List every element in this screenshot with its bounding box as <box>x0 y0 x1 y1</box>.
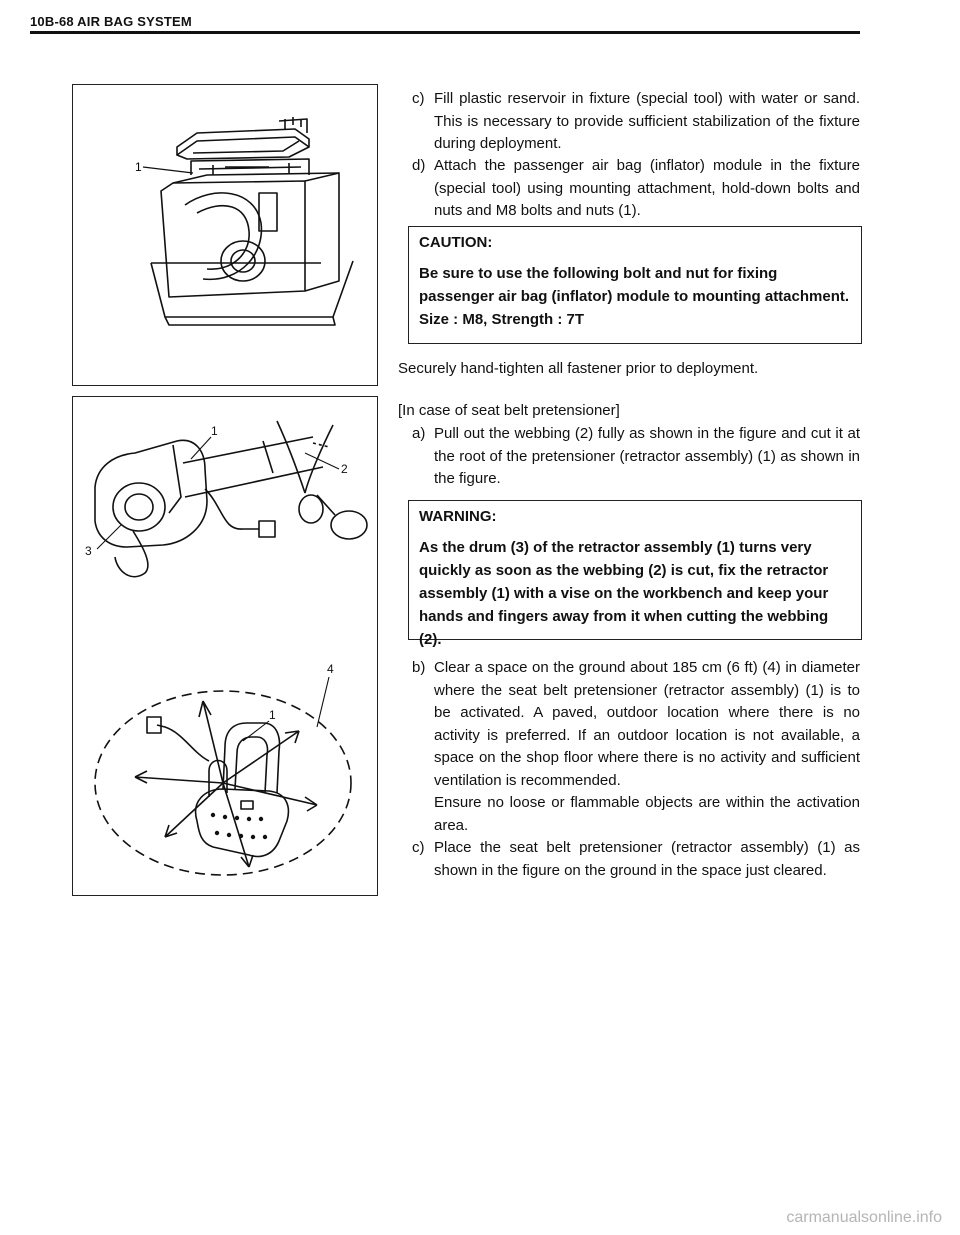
caution-box <box>408 226 862 344</box>
step-label: c) <box>412 839 425 856</box>
warning-box <box>408 500 862 648</box>
step-label: b) <box>412 659 426 676</box>
page-header: 10B-68 AIR BAG SYSTEM <box>30 14 192 29</box>
step-text <box>434 657 860 837</box>
pretensioner-illustration <box>73 397 377 895</box>
fastener-note: Securely hand-tighten all fastener prior to deployment. <box>398 360 759 377</box>
watermark[interactable]: carmanualsonline.info <box>786 1209 942 1226</box>
step-text: Pull out the webbing (2) fully as shown in the figure and cut it at the root of the pretensioner (retractor assembly) (1) as shown in the figure. <box>434 425 860 487</box>
header-rule <box>30 31 860 34</box>
step-b-clear-space <box>412 657 860 834</box>
figure2-callout-4: 4 <box>327 662 334 676</box>
step-text: Attach the passenger air bag (inflator) module in the fixture (special tool) using mounting attachment, hold-down bolts and nuts and M8 bolts and nuts (1). <box>434 157 860 219</box>
warning-title: WARNING: <box>419 508 497 525</box>
step-text: Fill plastic reservoir in fixture (special tool) with water or sand. This is necessary to provide sufficient stabilization of the fixture during deployment. <box>434 90 860 152</box>
figure2-callout-1: 1 <box>211 424 218 438</box>
step-b-text: Clear a space on the ground about 185 cm (6 ft) (4) in diameter where the seat belt pretensioner (retractor assembly) (1) is to be activated. A paved, outdoor location where there is no activity is preferred. If an outdoor location is not available, a space on the shop floor where there is no activity and sufficient ventilation is recommended. <box>434 659 860 789</box>
figure2-callout-2: 2 <box>341 462 348 476</box>
caution-title: CAUTION: <box>419 234 493 251</box>
seat-belt-heading: [In case of seat belt pretensioner] <box>398 402 620 419</box>
caution-spec: Size : M8, Strength : 7T <box>419 311 585 328</box>
figure2-callout-1b: 1 <box>269 708 276 722</box>
fixture-illustration <box>73 85 377 385</box>
step-label: a) <box>412 425 426 442</box>
figure-fixture <box>72 84 378 386</box>
step-b-text-2: Ensure no loose or flammable objects are within the activation area. <box>434 794 860 834</box>
step-text: Place the seat belt pretensioner (retractor assembly) (1) as shown in the figure on the ground in the space just cleared. <box>434 839 860 879</box>
caution-body: Be sure to use the following bolt and nut for fixing passenger air bag (inflator) module to mounting attachment. <box>419 265 850 305</box>
figure1-callout-1: 1 <box>135 160 142 174</box>
warning-body: As the drum (3) of the retractor assembly (1) turns very quickly as soon as the webbing (2) is cut, fix the retractor assembly (1) with a vise on the workbench and keep your hands and fingers away from it when cutting the webbing (2). <box>419 539 829 648</box>
figure2-callout-3: 3 <box>85 544 92 558</box>
figure-pretensioner <box>72 396 378 896</box>
step-label: c) <box>412 90 425 107</box>
step-label: d) <box>412 157 426 174</box>
